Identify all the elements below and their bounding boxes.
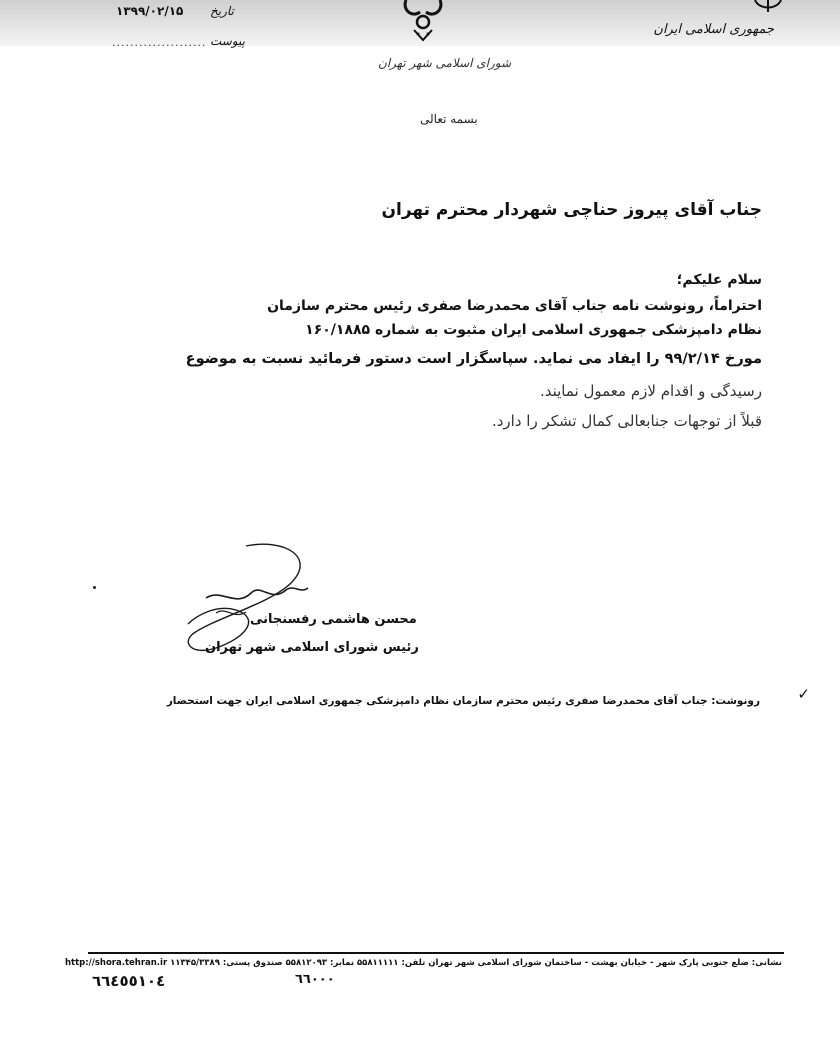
council-name: شورای اسلامی شهر تهران [378,56,512,70]
invocation: بسمه تعالی [420,112,478,126]
date-value: ۱۳۹۹/۰۲/۱۵ [116,4,184,18]
body-line: رسیدگی و اقدام لازم معمول نمایند. [539,382,762,400]
footer-divider [88,952,784,954]
body-line: احتراماً، رونوشت نامه جناب آقای محمدرضا صفری رئیس محترم سازمان [267,298,762,314]
council-emblem-icon [400,0,446,42]
body-line: نظام دامپزشکی جمهوری اسلامی ایران مثبوت به شماره ۱۶۰/۱۸۸۵ [305,322,762,338]
greeting: سلام علیکم؛ [676,272,762,288]
carbon-copy-note: رونوشت: جناب آقای محمدرضا صفری رئیس محترم سازمان نظام دامپزشکی جمهوری اسلامی ایران جهت استحضار [166,695,760,707]
closing-line: قبلاً از توجهات جنابعالی کمال تشکر را دارد. [491,412,762,430]
addressee: جناب آقای پیروز حناچی شهردار محترم تهران [381,200,762,220]
signer-title: رئیس شورای اسلامی شهر تهران [205,640,419,655]
checkmark-icon: ✓ [797,685,810,703]
date-label: تاریخ [210,4,234,18]
ministry-heading: جمهوری اسلامی ایران [653,22,774,37]
iran-emblem-icon [751,0,785,16]
letter-body [122,268,762,436]
attachment-value: ..................... [112,36,207,49]
signer-name: محسن هاشمی رفسنجانی [250,612,417,627]
footer-stamp-number: ٦٦٠٠٠ [295,972,335,987]
footer-stamp-number: ٦٦٤٥٥١٠٤ [92,972,166,990]
footer-address: نشانی: ضلع جنوبی پارک شهر - خیابان بهشت - ساختمان شورای اسلامی شهر تهران تلفن: ۵۵۸۱۱۱۱۱ نمابر: ۵۵۸۱۲۰۹۳ صندوق پستی: ۱۱۳۴۵/۳۳۸۹ http://shora.tehran.ir [64,958,782,968]
scan-speck [93,586,96,589]
body-line: مورخ ۹۹/۲/۱۴ را ایفاد می نماید. سپاسگزار است دستور فرمائید نسبت به موضوع [185,350,762,367]
attachment-label: پیوست [210,34,245,48]
